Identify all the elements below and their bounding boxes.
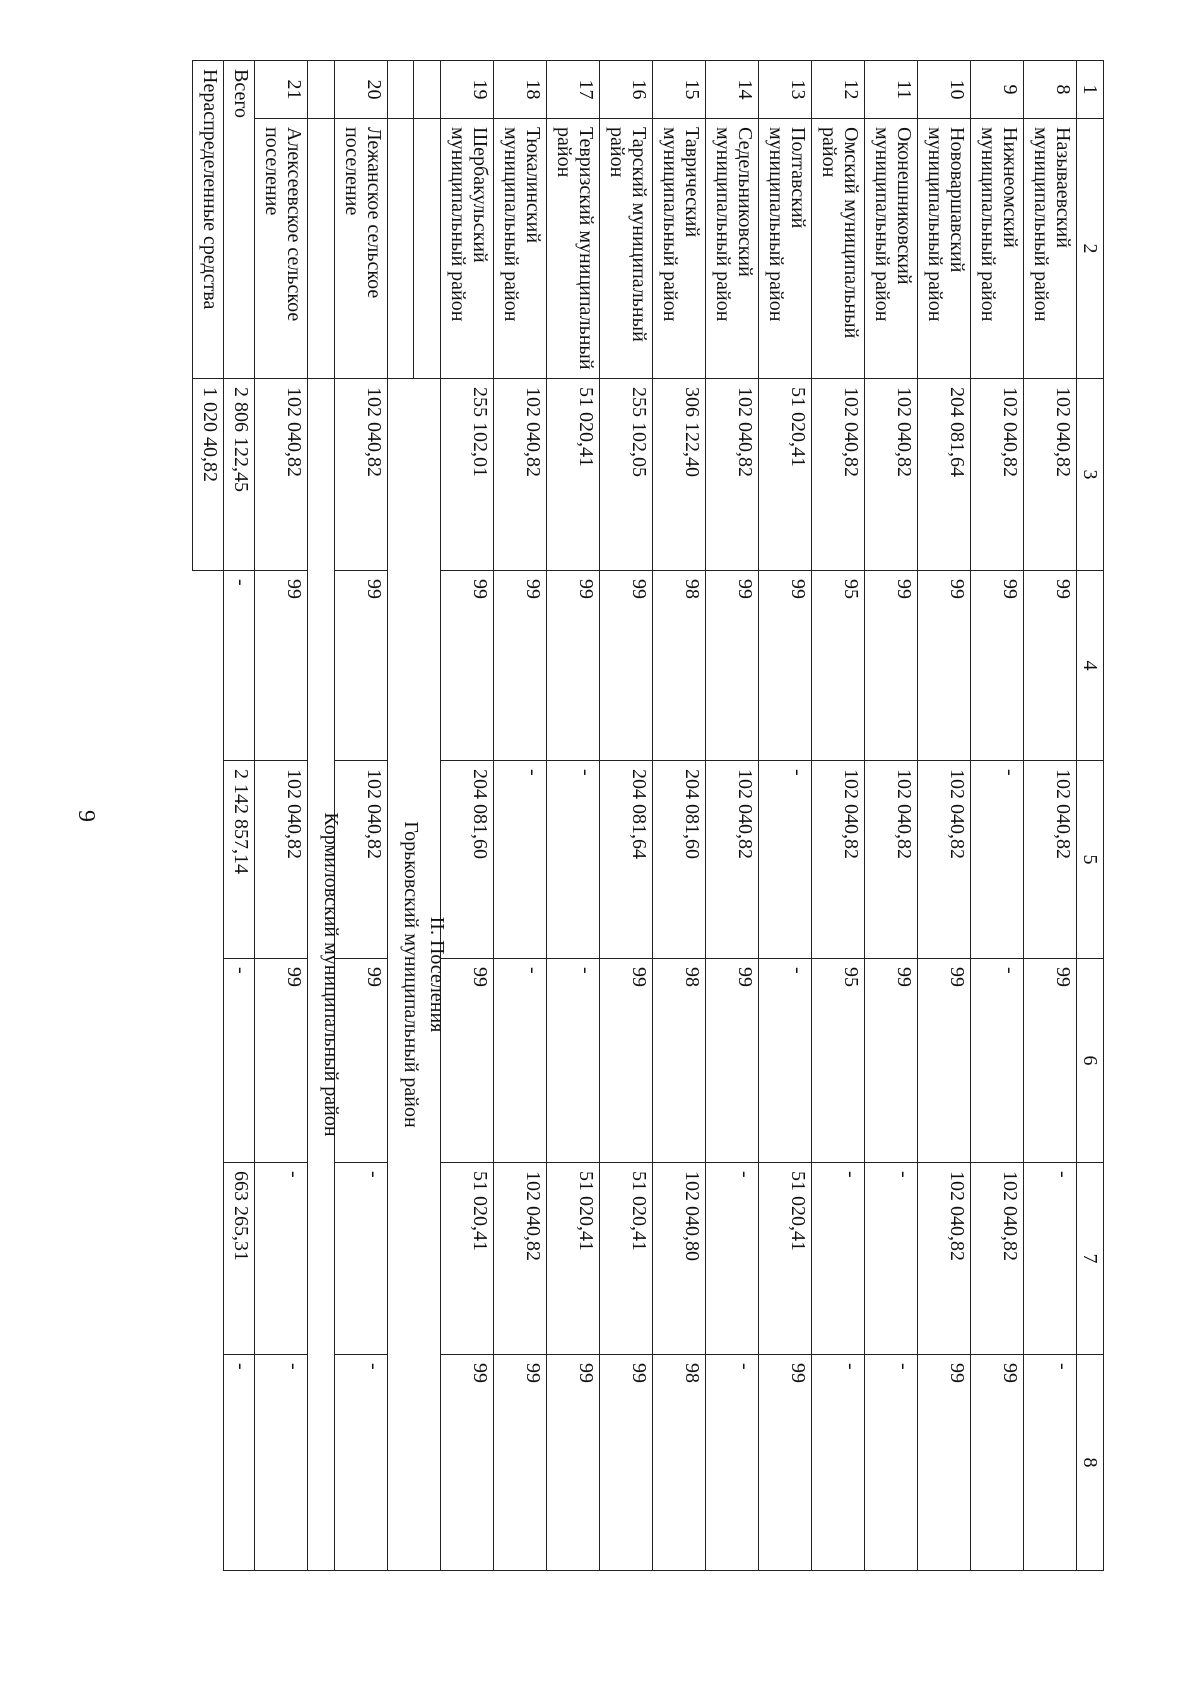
total-value: 2 142 857,14 <box>224 761 255 959</box>
district-row <box>388 61 415 1571</box>
table-cell: 16 <box>600 61 653 119</box>
table-cell: Седельниковский муниципальный район <box>706 119 759 379</box>
table-cell: 99 <box>918 1355 971 1571</box>
table-cell: Шербакульский муниципальный район <box>441 119 494 379</box>
table-row <box>441 61 494 1571</box>
table-cell: 102 040,82 <box>918 761 971 959</box>
table-cell: - <box>865 1355 918 1571</box>
total-value: 663 265,31 <box>224 1163 255 1355</box>
header-cell: 6 <box>1077 959 1104 1163</box>
rotated-page <box>124 60 1104 1570</box>
table-cell: - <box>971 959 1024 1163</box>
table-cell: 98 <box>653 1355 706 1571</box>
table-cell: 99 <box>971 1355 1024 1571</box>
table-cell: 102 040,82 <box>918 1163 971 1355</box>
total-value: - <box>224 959 255 1163</box>
funds-table <box>192 60 1104 1571</box>
header-cell: 7 <box>1077 1163 1104 1355</box>
table-cell: - <box>1024 1163 1077 1355</box>
district-row <box>308 61 335 1571</box>
table-cell: 102 040,82 <box>255 379 308 571</box>
total-value: - <box>224 571 255 761</box>
table-cell: Таврический муниципальный район <box>653 119 706 379</box>
table-row <box>335 61 388 1571</box>
table-cell: 99 <box>918 959 971 1163</box>
table-cell: - <box>1024 1355 1077 1571</box>
table-cell: 99 <box>1024 571 1077 761</box>
header-cell: 2 <box>1077 119 1104 379</box>
table-cell: 15 <box>653 61 706 119</box>
total-row <box>224 61 255 1571</box>
table-cell: 98 <box>653 959 706 1163</box>
empty-cell <box>308 61 335 119</box>
table-cell: 95 <box>812 571 865 761</box>
table-cell: 102 040,82 <box>865 761 918 959</box>
table-cell: 204 081,60 <box>441 761 494 959</box>
table-row <box>547 61 600 1571</box>
table-cell: 99 <box>706 571 759 761</box>
empty-cell <box>414 61 441 119</box>
table-cell: 99 <box>335 959 388 1163</box>
table-cell: 99 <box>441 1355 494 1571</box>
table-cell: - <box>335 1163 388 1355</box>
table-cell: 99 <box>255 959 308 1163</box>
table-cell: 51 020,41 <box>759 1163 812 1355</box>
table-cell: Лежанское сельское поселение <box>335 119 388 379</box>
table-cell: - <box>865 1163 918 1355</box>
table-row <box>653 61 706 1571</box>
table-cell: Полтавский муниципальный район <box>759 119 812 379</box>
table-body <box>193 61 1104 1571</box>
table-cell: 99 <box>255 571 308 761</box>
header-cell: 5 <box>1077 761 1104 959</box>
table-cell: 99 <box>971 571 1024 761</box>
table-cell: 99 <box>600 959 653 1163</box>
total-label: Всего <box>224 61 255 379</box>
table-cell: 102 040,82 <box>812 379 865 571</box>
unallocated-row <box>193 61 224 1571</box>
table-cell: 102 040,82 <box>335 761 388 959</box>
header-row <box>1077 61 1104 1571</box>
table-cell: - <box>494 761 547 959</box>
table-cell: 102 040,80 <box>653 1163 706 1355</box>
header-cell: 4 <box>1077 571 1104 761</box>
table-row <box>255 61 308 1571</box>
table-cell: 99 <box>494 1355 547 1571</box>
table-cell: 14 <box>706 61 759 119</box>
table-cell: 102 040,82 <box>494 379 547 571</box>
table-cell: 98 <box>653 571 706 761</box>
table-cell: 10 <box>918 61 971 119</box>
district-title <box>308 379 342 1571</box>
page-number: 9 <box>73 810 99 822</box>
table-row <box>494 61 547 1571</box>
district-title <box>388 379 422 1571</box>
table-cell: - <box>547 959 600 1163</box>
header-cell: 1 <box>1077 61 1104 119</box>
table-cell: 306 122,40 <box>653 379 706 571</box>
unallocated-value: 1 020 40,82 <box>193 379 224 571</box>
table-row <box>759 61 812 1571</box>
table-cell: 99 <box>600 1355 653 1571</box>
table-cell: 255 102,01 <box>441 379 494 571</box>
table-cell: 51 020,41 <box>547 1163 600 1355</box>
table-row <box>1024 61 1077 1571</box>
table-cell: 21 <box>255 61 308 119</box>
table-cell: 99 <box>600 571 653 761</box>
table-cell: 204 081,64 <box>918 379 971 571</box>
table-cell: 99 <box>494 571 547 761</box>
table-cell: 102 040,82 <box>865 379 918 571</box>
table-cell: 102 040,82 <box>706 379 759 571</box>
table-cell: 99 <box>865 571 918 761</box>
table-cell: 102 040,82 <box>1024 761 1077 959</box>
district-title-text: Горьковский муниципальный район <box>400 821 422 1128</box>
total-value: - <box>224 1355 255 1571</box>
empty-cell <box>388 61 415 119</box>
empty-cell <box>308 119 335 379</box>
district-title-text: Кормиловский муниципальный район <box>320 812 342 1137</box>
table-cell: 8 <box>1024 61 1077 119</box>
table-cell: 102 040,82 <box>706 761 759 959</box>
table-cell: - <box>812 1163 865 1355</box>
table-cell: 102 040,82 <box>971 1163 1024 1355</box>
table-cell: 95 <box>812 959 865 1163</box>
table-cell: 99 <box>335 571 388 761</box>
table-cell: 99 <box>441 571 494 761</box>
table-cell: 204 081,60 <box>653 761 706 959</box>
unallocated-label: Нераспределенные средства <box>193 61 224 379</box>
table-row <box>918 61 971 1571</box>
table-cell: 204 081,64 <box>600 761 653 959</box>
table-row <box>865 61 918 1571</box>
table-cell: - <box>335 1355 388 1571</box>
table-cell: 51 020,41 <box>759 379 812 571</box>
table-cell: Называевский муниципальный район <box>1024 119 1077 379</box>
header-cell: 8 <box>1077 1355 1104 1571</box>
total-value: 2 806 122,45 <box>224 379 255 571</box>
header-cell: 3 <box>1077 379 1104 571</box>
table-row <box>706 61 759 1571</box>
table-cell: - <box>706 1163 759 1355</box>
table-cell: 20 <box>335 61 388 119</box>
table-cell: 102 040,82 <box>812 761 865 959</box>
section-title-text: II. Поселения <box>426 916 448 1033</box>
table-cell: 11 <box>865 61 918 119</box>
table-cell: 102 040,82 <box>255 761 308 959</box>
table-cell: - <box>547 761 600 959</box>
table-cell: 102 040,82 <box>494 1163 547 1355</box>
table-cell: 99 <box>759 571 812 761</box>
table-cell: 99 <box>1024 959 1077 1163</box>
table-cell: - <box>494 959 547 1163</box>
table-cell: 51 020,41 <box>441 1163 494 1355</box>
table-cell: 12 <box>812 61 865 119</box>
empty-cell <box>388 119 415 379</box>
table-cell: Тюкалинский муниципальный район <box>494 119 547 379</box>
table-cell: 18 <box>494 61 547 119</box>
table-cell: 19 <box>441 61 494 119</box>
table-cell: - <box>759 959 812 1163</box>
table-cell: 99 <box>547 571 600 761</box>
table-cell: 99 <box>706 959 759 1163</box>
table-cell: - <box>812 1355 865 1571</box>
table-row <box>971 61 1024 1571</box>
table-cell: 51 020,41 <box>600 1163 653 1355</box>
table-cell: Тарский муниципальный район <box>600 119 653 379</box>
table-cell: - <box>706 1355 759 1571</box>
empty-cell <box>414 119 441 379</box>
section-row <box>414 61 441 1571</box>
table-cell: 255 102,05 <box>600 379 653 571</box>
table-cell: Нововаршавский муниципальный район <box>918 119 971 379</box>
table-cell: - <box>971 761 1024 959</box>
table-cell: Тевризский муниципальный район <box>547 119 600 379</box>
table-cell: 99 <box>547 1355 600 1571</box>
table-cell: 99 <box>759 1355 812 1571</box>
table-cell: Оконешниковский муниципальный район <box>865 119 918 379</box>
table-cell: 51 020,41 <box>547 379 600 571</box>
table-cell: 102 040,82 <box>1024 379 1077 571</box>
table-cell: 13 <box>759 61 812 119</box>
table-cell: 102 040,82 <box>971 379 1024 571</box>
table-cell: 102 040,82 <box>335 379 388 571</box>
table-cell: Омский муниципальный район <box>812 119 865 379</box>
table-cell: 99 <box>441 959 494 1163</box>
table-cell: Нижнеомский муниципальный район <box>971 119 1024 379</box>
table-cell: 99 <box>865 959 918 1163</box>
table-cell: - <box>255 1163 308 1355</box>
table-cell: Алексеевское сельское поселение <box>255 119 308 379</box>
table-row <box>600 61 653 1571</box>
table-cell: 17 <box>547 61 600 119</box>
table-row <box>812 61 865 1571</box>
table-cell: 9 <box>971 61 1024 119</box>
table-cell: - <box>255 1355 308 1571</box>
table-cell: - <box>759 761 812 959</box>
table-cell: 99 <box>918 571 971 761</box>
